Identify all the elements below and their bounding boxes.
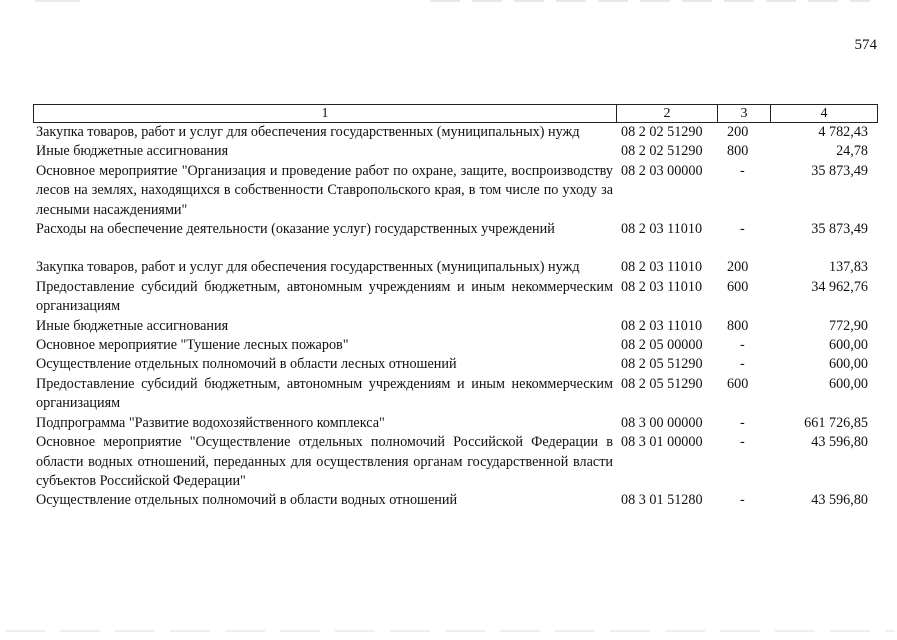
row-amount: 4 782,43 (818, 124, 868, 140)
row-amount: 137,83 (828, 259, 868, 276)
row-amount: 24,78 (836, 143, 868, 160)
row-name: Закупка товаров, работ и услуг для обеспечения государственных (муниципальных) нужд (36, 124, 580, 140)
row-expense-type: 200 (727, 259, 749, 276)
table-row (33, 336, 875, 355)
page-number: 574 (854, 37, 877, 53)
table-row (33, 375, 875, 414)
row-code: 08 2 05 00000 (621, 337, 703, 354)
row-amount: 43 596,80 (811, 434, 868, 451)
scan-artifact-top-left (35, 0, 80, 2)
row-name: Закупка товаров, работ и услуг для обеспечения государственных (муниципальных) нужд (36, 259, 580, 276)
row-name: Осуществление отдельных полномочий в области лесных отношений (36, 356, 457, 373)
row-amount: 43 596,80 (811, 492, 868, 509)
column-header-3: 3 (718, 105, 771, 123)
row-amount: 600,00 (828, 337, 868, 354)
column-header-table (33, 104, 878, 123)
row-name: Расходы на обеспечение деятельности (оказание услуг) государственных учреждений (36, 221, 555, 238)
row-code: 08 3 01 51280 (621, 492, 703, 509)
column-header-2: 2 (617, 105, 718, 123)
row-code: 08 2 05 51290 (621, 375, 703, 392)
scan-artifact-top (430, 0, 870, 2)
row-expense-type: 600 (727, 278, 749, 295)
row-code: 08 2 03 11010 (621, 278, 703, 295)
column-header-1: 1 (34, 105, 617, 123)
row-amount: 600,00 (828, 375, 868, 392)
row-expense-type: - (740, 221, 745, 238)
table-row (33, 355, 875, 374)
row-expense-type: - (740, 162, 745, 179)
row-name: Основное мероприятие "Осуществление отдельных полномочий Российской Федерации в области водных отношений, переданных для осуществления органам государственной власти субъектов Российской Федерации" (36, 434, 613, 489)
table-row (33, 258, 875, 277)
row-expense-type: 800 (727, 143, 749, 160)
row-expense-type: 200 (727, 124, 749, 140)
row-expense-type: - (740, 337, 745, 354)
row-code: 08 2 03 11010 (621, 259, 703, 276)
row-code: 08 2 03 00000 (621, 162, 703, 179)
table-row (33, 220, 875, 239)
row-code: 08 2 05 51290 (621, 356, 703, 373)
row-name: Основное мероприятие "Организация и проведение работ по охране, защите, воспроизводству лесов на землях, находящихся в собственности Ставропольского края, в том числе по уходу за лесными насаждениями" (36, 162, 613, 218)
row-expense-type: - (740, 492, 745, 509)
row-name: Подпрограмма "Развитие водохозяйственного комплекса" (36, 414, 385, 431)
row-amount: 600,00 (828, 356, 868, 373)
table-row (33, 317, 875, 336)
column-header-row (34, 105, 878, 123)
row-expense-type: 800 (727, 317, 749, 334)
row-amount: 661 726,85 (804, 414, 868, 431)
row-expense-type: - (740, 414, 745, 431)
row-amount: 35 873,49 (811, 221, 868, 238)
row-code: 08 2 03 11010 (621, 317, 703, 334)
table-row (33, 433, 875, 491)
row-code: 08 2 02 51290 (621, 124, 703, 140)
row-name: Осуществление отдельных полномочий в области водных отношений (36, 492, 458, 509)
row-name: Иные бюджетные ассигнования (36, 317, 229, 334)
row-name: Основное мероприятие "Тушение лесных пожаров" (36, 337, 349, 354)
budget-table-body (33, 123, 875, 511)
row-code: 08 2 03 11010 (621, 221, 703, 238)
table-row (33, 278, 875, 317)
row-expense-type: 600 (727, 375, 749, 392)
table-row (33, 123, 875, 142)
row-name: Предоставление субсидий бюджетным, автономным учреждениям и иным некоммерческим организациям (36, 375, 613, 412)
row-expense-type: - (740, 356, 745, 373)
table-row (33, 162, 875, 220)
scan-artifact-bottom (5, 630, 895, 632)
table-row (33, 414, 875, 433)
row-code: 08 3 00 00000 (621, 414, 703, 431)
row-amount: 34 962,76 (811, 278, 868, 295)
row-name: Предоставление субсидий бюджетным, автономным учреждениям и иным некоммерческим организациям (36, 278, 613, 315)
row-name: Иные бюджетные ассигнования (36, 143, 229, 160)
table-row (33, 142, 875, 161)
row-code: 08 2 02 51290 (621, 143, 703, 160)
row-amount: 772,90 (828, 317, 868, 334)
row-code: 08 3 01 00000 (621, 434, 703, 451)
row-expense-type: - (740, 434, 745, 451)
row-amount: 35 873,49 (811, 162, 868, 179)
column-header-4: 4 (771, 105, 878, 123)
table-row (33, 491, 875, 510)
